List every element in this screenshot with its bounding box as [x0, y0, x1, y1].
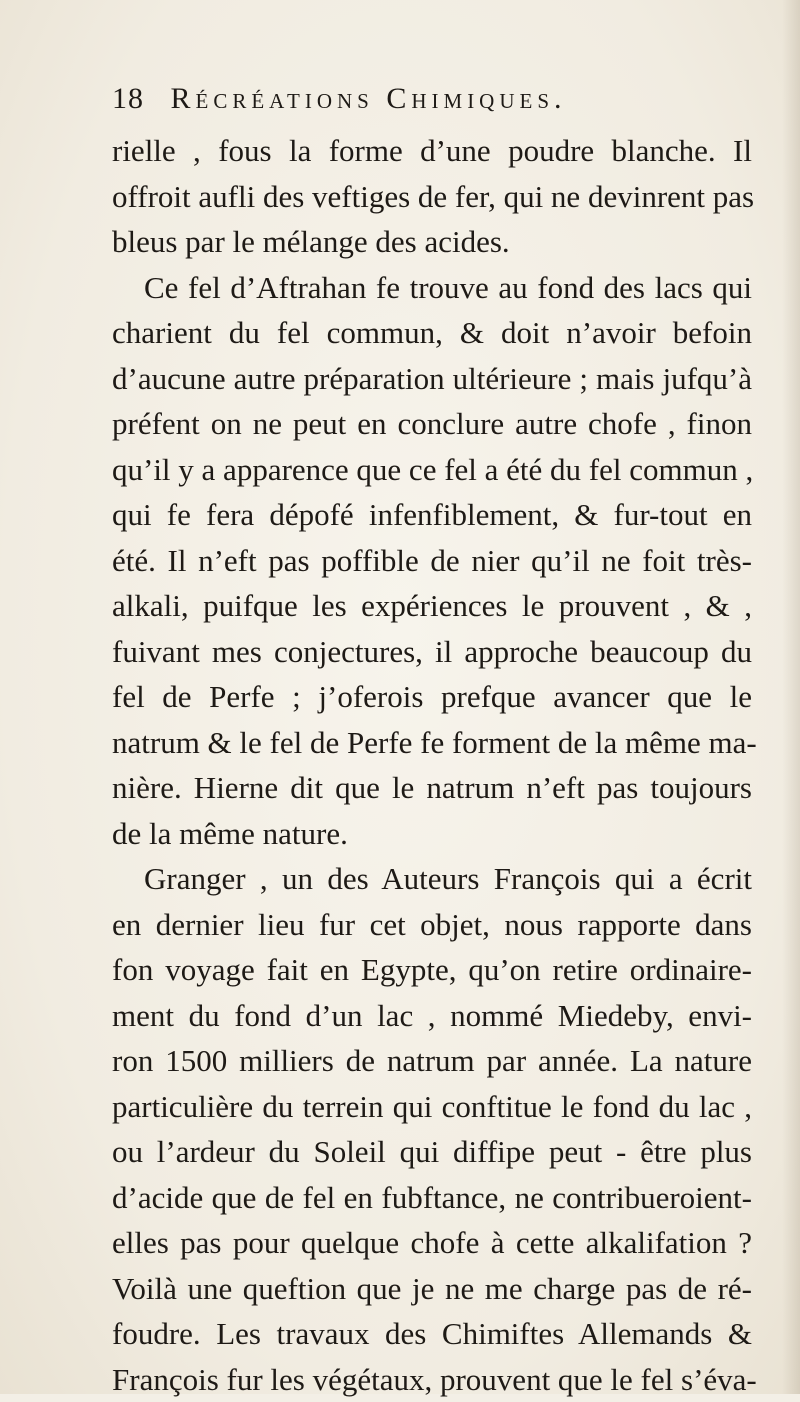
body-text: [112, 128, 752, 1402]
text-line: ou l’ardeur du Soleil qui diffipe peut - être plus: [112, 1129, 752, 1175]
text-line: ron 1500 milliers de natrum par année. La nature: [112, 1038, 752, 1084]
text-line: particulière du terrein qui conftitue le fond du lac ,: [112, 1084, 752, 1130]
text-line: fuivant mes conjectures, il approche beaucoup du: [112, 629, 752, 675]
text-line: offroit aufli des veftiges de fer, qui ne devinrent pas: [112, 174, 752, 220]
text-line: Ce fel d’Aftrahan fe trouve au fond des lacs qui: [112, 265, 752, 311]
text-line: fel de Perfe ; j’oferois prefque avancer que le: [112, 674, 752, 720]
text-line: préfent on ne peut en conclure autre chofe , finon: [112, 401, 752, 447]
text-line: Voilà une queftion que je ne me charge pas de ré-: [112, 1266, 752, 1312]
text-line: d’acide que de fel en fubftance, ne contribueroient-: [112, 1175, 752, 1221]
text-line: bleus par le mélange des acides.: [112, 219, 752, 265]
text-line: en dernier lieu fur cet objet, nous rapporte dans: [112, 902, 752, 948]
page-number: 18: [112, 82, 162, 116]
text-line: fon voyage fait en Egypte, qu’on retire ordinaire-: [112, 947, 752, 993]
text-line: nière. Hierne dit que le natrum n’eft pas toujours: [112, 765, 752, 811]
text-line: rielle , fous la forme d’une poudre blanche. Il: [112, 128, 752, 174]
text-line: d’aucune autre préparation ultérieure ; mais jufqu’à: [112, 356, 752, 402]
page-edge-shadow: [782, 0, 800, 1394]
text-line: qu’il y a apparence que ce fel a été du fel commun ,: [112, 447, 752, 493]
page-header: [112, 82, 762, 132]
text-line: François fur les végétaux, prouvent que le fel s’éva-: [112, 1357, 752, 1402]
text-line: qui fe fera dépofé infenfiblement, & fur-tout en: [112, 492, 752, 538]
text-line: natrum & le fel de Perfe fe forment de la même ma-: [112, 720, 752, 766]
text-line: alkali, puifque les expériences le prouvent , & ,: [112, 583, 752, 629]
text-line: charient du fel commun, & doit n’avoir befoin: [112, 310, 752, 356]
text-line: Granger , un des Auteurs François qui a écrit: [112, 856, 752, 902]
text-line: de la même nature.: [112, 811, 752, 857]
text-line: foudre. Les travaux des Chimiftes Allemands &: [112, 1311, 752, 1357]
text-line: été. Il n’eft pas poffible de nier qu’il ne foit très-: [112, 538, 752, 584]
running-title: Récréations Chimiques.: [171, 82, 567, 116]
text-line: elles pas pour quelque chofe à cette alkalifation ?: [112, 1220, 752, 1266]
text-line: ment du fond d’un lac , nommé Miedeby, envi-: [112, 993, 752, 1039]
